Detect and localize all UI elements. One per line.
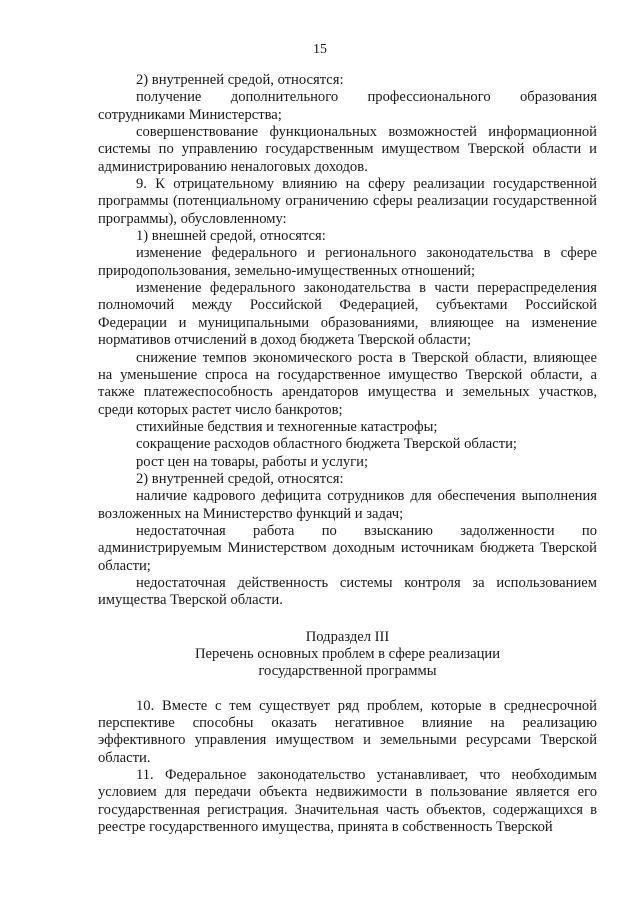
paragraph: рост цен на товары, работы и услуги; xyxy=(136,453,368,470)
paragraph: наличие кадрового дефицита сотрудников для обеспечения выполнения возложенных на Министерство функций и задач; xyxy=(98,488,597,522)
paragraph: недостаточная работа по взысканию задолженности по администрируемым Министерством доходным источникам бюджета Тверской области; xyxy=(98,522,597,574)
page-number: 15 xyxy=(313,42,327,57)
subsection-title-line-2: государственной программы xyxy=(258,663,437,680)
paragraph: 9. К отрицательному влиянию на сферу реализации государственной программы (потенциальному ограничению сферы реализации государственной программы), обусловленному: xyxy=(98,176,597,227)
paragraph: 2) внутренней средой, относятся: xyxy=(136,72,344,88)
spacer xyxy=(98,610,597,629)
paragraph: изменение федерального законодательства в части перераспределения полномочий между Российской Федерацией, субъектами Российской Федерации и муниципальными образованиями, влияющее на изменение нормативов отчислений в доход бюджета Тверской области; xyxy=(98,280,597,349)
paragraph: стихийные бедствия и техногенные катастрофы; xyxy=(136,418,438,435)
paragraph: сокращение расходов областного бюджета Тверской области; xyxy=(136,436,517,453)
paragraph: снижение темпов экономического роста в Тверской области, влияющее на уменьшение спроса на государственное имущество Тверской области, а также платежеспособность арендаторов имущества и земельных участков, среди которых растет число банкротов; xyxy=(98,349,597,418)
paragraph: недостаточная действенность системы контроля за использованием имущества Тверской области. xyxy=(98,574,597,609)
paragraph: 2) внутренней средой, относятся: xyxy=(136,470,344,487)
paragraph: получение дополнительного профессионального образования сотрудниками Министерства; xyxy=(98,89,597,123)
subsection-label: Подраздел III xyxy=(305,628,390,645)
paragraph: 10. Вместе с тем существует ряд проблем, которые в среднесрочной перспективе способны оказать негативное влияние на реализацию эффективного управления имуществом и земельными ресурсами Тверской области. xyxy=(98,697,597,766)
subsection-title-line-1: Перечень основных проблем в сфере реализации xyxy=(194,646,501,662)
paragraph: изменение федерального и регионального законодательства в сфере природопользования, земельно-имущественных отношений; xyxy=(98,245,597,279)
spacer xyxy=(98,681,597,698)
document-body xyxy=(98,72,597,836)
paragraph: 1) внешней средой, относятся: xyxy=(136,228,326,245)
paragraph: 11. Федеральное законодательство устанавливает, что необходимым условием для передачи объекта недвижимости в пользование является его государственная регистрация. Значительная часть объектов, содержащихся в реестре государственного имущества, принята в собственность Тверской xyxy=(98,767,597,836)
paragraph: совершенствование функциональных возможностей информационной системы по управлению государственным имуществом Тверской области и администрированию неналоговых доходов. xyxy=(98,124,597,175)
